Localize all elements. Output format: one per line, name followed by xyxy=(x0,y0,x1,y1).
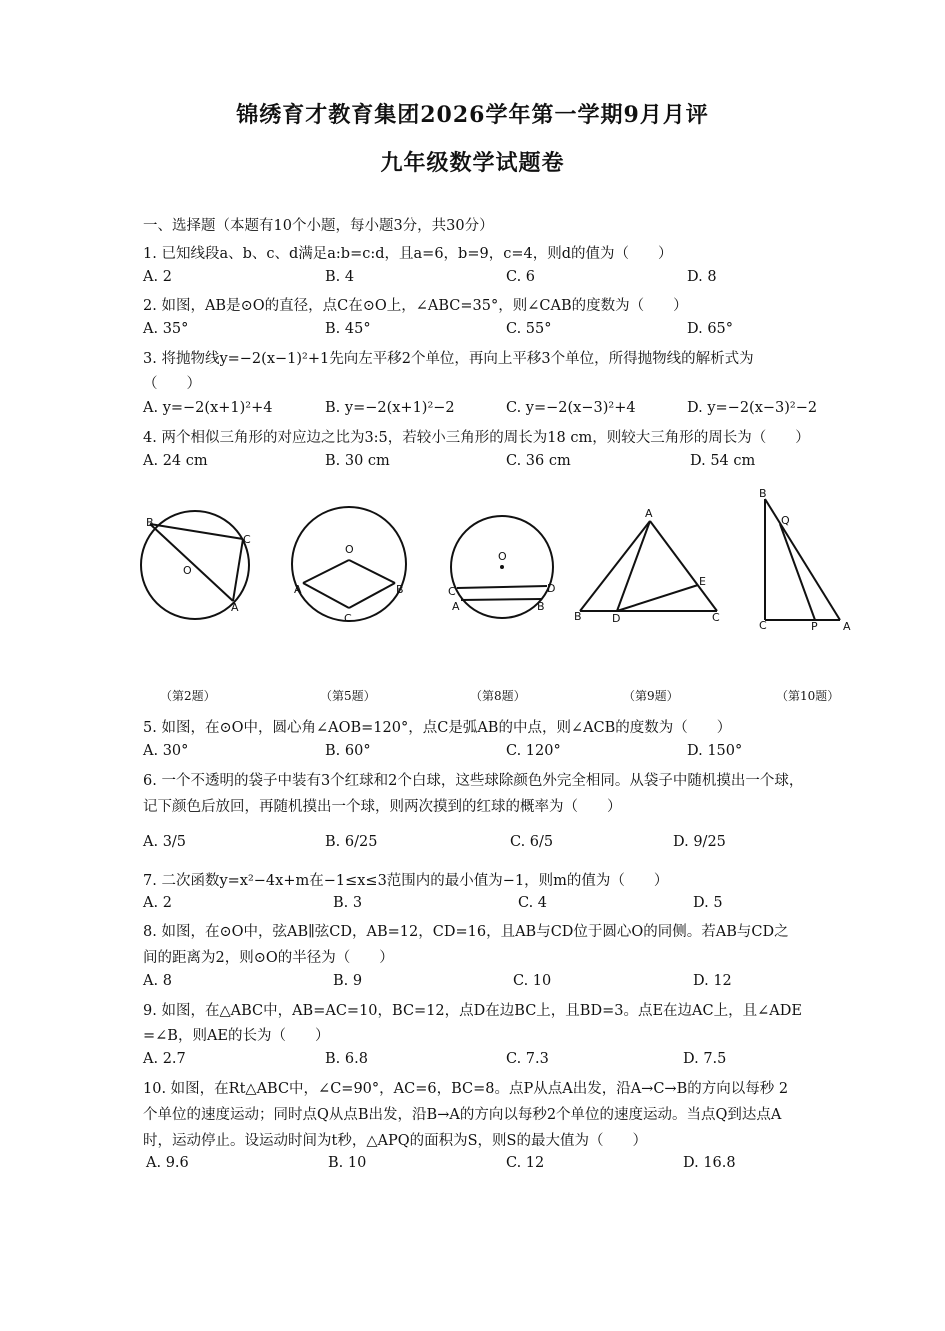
fig5-label-o: O xyxy=(345,543,354,556)
q4-option-b: B. 30 cm xyxy=(325,453,390,469)
fig9-label-a: A xyxy=(645,507,653,520)
section-heading: 一、选择题（本题有10个小题，每小题3分，共30分） xyxy=(143,218,494,234)
q5-option-b: B. 60° xyxy=(325,743,371,759)
question-5-stem: 5. 如图，在⊙O中，圆心角∠AOB=120°，点C是弧AB的中点，则∠ACB的度数为（ ） xyxy=(143,720,732,736)
q9-option-a: A. 2.7 xyxy=(143,1051,186,1067)
fig10-label-c: C xyxy=(759,619,767,632)
q8-option-d: D. 12 xyxy=(693,973,732,989)
question-3-stem-line2: （ ） xyxy=(143,376,201,392)
q2-option-b: B. 45° xyxy=(325,321,371,337)
q7-option-d: D. 5 xyxy=(693,895,723,911)
q1-option-d: D. 8 xyxy=(687,269,717,285)
fig10-label-b: B xyxy=(759,487,767,500)
fig10-label-p: P xyxy=(811,620,818,633)
question-9-stem: 9. 如图，在△ABC中，AB=AC=10，BC=12，点D在边BC上，且BD=3。点E在边AC上，且∠ADE xyxy=(143,1003,802,1019)
q2-option-a: A. 35° xyxy=(143,321,189,337)
question-10-stem-line3: 时，运动停止。设运动时间为t秒，△APQ的面积为S，则S的最大值为（ ） xyxy=(143,1133,647,1149)
question-6-stem-line2: 记下颜色后放回，再随机摸出一个球，则两次摸到的红球的概率为（ ） xyxy=(143,799,622,815)
q1-option-c: C. 6 xyxy=(506,269,536,285)
question-4-stem: 4. 两个相似三角形的对应边之比为3:5，若较小三角形的周长为18 cm，则较大三角形的周长为（ ） xyxy=(143,430,810,446)
q3-option-c: C. y=−2(x−3)²+4 xyxy=(506,400,636,416)
caption-fig-2: （第2题） xyxy=(160,689,216,703)
q3-option-a: A. y=−2(x+1)²+4 xyxy=(143,400,273,416)
question-3-stem: 3. 将抛物线y=−2(x−1)²+1先向左平移2个单位，再向上平移3个单位，所得抛物线的解析式为 xyxy=(143,351,754,367)
fig9-label-e: E xyxy=(699,575,706,588)
q10-option-a: A. 9.6 xyxy=(146,1155,189,1171)
q10-option-b: B. 10 xyxy=(328,1155,367,1171)
fig2-label-a: A xyxy=(231,601,239,614)
question-6-stem: 6. 一个不透明的袋子中装有3个红球和2个白球，这些球除颜色外完全相同。从袋子中随机摸出一个球， xyxy=(143,773,804,789)
fig5-label-c: C xyxy=(344,612,352,625)
fig2-label-o: O xyxy=(183,564,192,577)
q10-option-d: D. 16.8 xyxy=(683,1155,736,1171)
q9-option-c: C. 7.3 xyxy=(506,1051,549,1067)
q10-option-c: C. 12 xyxy=(506,1155,545,1171)
q7-option-b: B. 3 xyxy=(333,895,363,911)
figures-row xyxy=(0,480,945,680)
figure-8 xyxy=(448,516,555,618)
q4-option-d: D. 54 cm xyxy=(690,453,756,469)
q4-option-c: C. 36 cm xyxy=(506,453,571,469)
q6-option-c: C. 6/5 xyxy=(510,834,554,850)
q5-option-d: D. 150° xyxy=(687,743,743,759)
fig10-label-a: A xyxy=(843,620,851,633)
caption-fig-10: （第10题） xyxy=(776,689,840,703)
fig5-label-b: B xyxy=(396,583,404,596)
figure-2 xyxy=(141,511,251,619)
fig2-label-c: C xyxy=(243,533,251,546)
q6-option-b: B. 6/25 xyxy=(325,834,378,850)
q3-option-d: D. y=−2(x−3)²−2 xyxy=(687,400,818,416)
question-2-stem: 2. 如图，AB是⊙O的直径，点C在⊙O上，∠ABC=35°，则∠CAB的度数为（ ） xyxy=(143,298,688,314)
fig8-label-a: A xyxy=(452,600,460,613)
caption-fig-5: （第5题） xyxy=(320,689,376,703)
question-1-stem: 1. 已知线段a、b、c、d满足a:b=c:d，且a=6，b=9，c=4，则d的值为（ ） xyxy=(143,246,673,262)
exam-title: 锦绣育才教育集团2026学年第一学期9月月评 xyxy=(236,102,709,128)
fig10-label-q: Q xyxy=(781,514,790,527)
q5-option-c: C. 120° xyxy=(506,743,561,759)
fig9-label-b: B xyxy=(574,610,582,623)
fig2-label-b: B xyxy=(146,516,154,529)
q9-option-b: B. 6.8 xyxy=(325,1051,368,1067)
q3-option-b: B. y=−2(x+1)²−2 xyxy=(325,400,455,416)
caption-fig-9: （第9题） xyxy=(623,689,679,703)
question-10-stem: 10. 如图，在Rt△ABC中，∠C=90°，AC=6，BC=8。点P从点A出发，沿A→C→B的方向以每秒 2 xyxy=(143,1081,789,1097)
figure-5 xyxy=(292,507,406,625)
q2-option-d: D. 65° xyxy=(687,321,734,337)
q1-option-b: B. 4 xyxy=(325,269,355,285)
q7-option-a: A. 2 xyxy=(143,895,172,911)
fig8-label-b: B xyxy=(537,600,545,613)
question-10-stem-line2: 个单位的速度运动；同时点Q从点B出发，沿B→A的方向以每秒2个单位的速度运动。当点Q到达点A xyxy=(143,1107,782,1123)
fig9-label-c: C xyxy=(712,611,720,624)
q2-option-c: C. 55° xyxy=(506,321,552,337)
fig8-label-o: O xyxy=(498,550,507,563)
q9-option-d: D. 7.5 xyxy=(683,1051,727,1067)
figure-9 xyxy=(574,507,720,625)
fig9-label-d: D xyxy=(612,612,621,625)
figure-10 xyxy=(759,487,851,633)
question-7-stem: 7. 二次函数y=x²−4x+m在−1≤x≤3范围内的最小值为−1，则m的值为（ ） xyxy=(143,873,669,889)
question-8-stem: 8. 如图，在⊙O中，弦AB∥弦CD，AB=12，CD=16，且AB与CD位于圆心O的同侧。若AB与CD之 xyxy=(143,924,789,940)
q6-option-d: D. 9/25 xyxy=(673,834,726,850)
question-9-stem-line2: =∠B，则AE的长为（ ） xyxy=(143,1028,330,1044)
caption-fig-8: （第8题） xyxy=(470,689,526,703)
q1-option-a: A. 2 xyxy=(143,269,172,285)
fig5-label-a: A xyxy=(294,583,302,596)
q4-option-a: A. 24 cm xyxy=(143,453,208,469)
fig8-label-c: C xyxy=(448,585,456,598)
q6-option-a: A. 3/5 xyxy=(143,834,187,850)
q8-option-b: B. 9 xyxy=(333,973,363,989)
q8-option-a: A. 8 xyxy=(143,973,172,989)
question-8-stem-line2: 间的距离为2，则⊙O的半径为（ ） xyxy=(143,950,394,966)
q7-option-c: C. 4 xyxy=(518,895,548,911)
q5-option-a: A. 30° xyxy=(143,743,189,759)
exam-subtitle: 九年级数学试题卷 xyxy=(380,150,565,176)
q8-option-c: C. 10 xyxy=(513,973,552,989)
fig8-label-d: D xyxy=(547,582,556,595)
